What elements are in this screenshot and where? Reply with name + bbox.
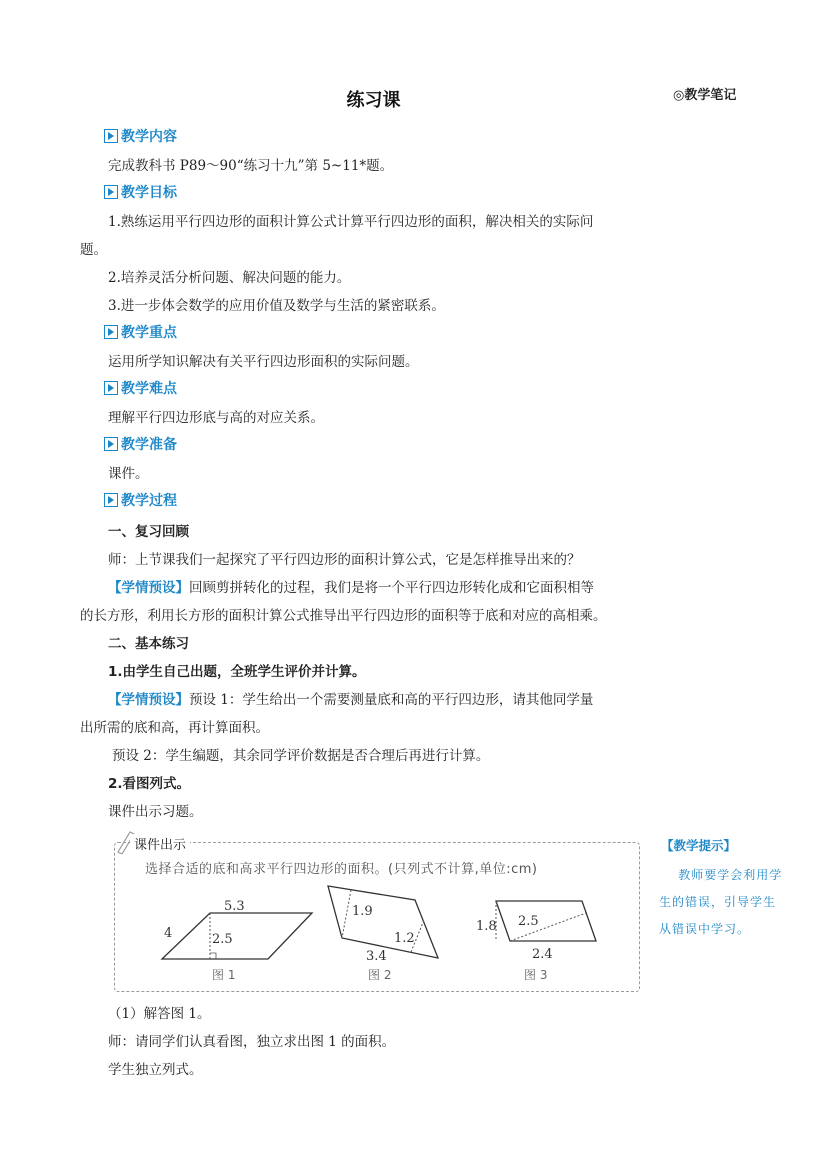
preset-2-line-b: 出所需的底和高，再计算面积。 <box>80 720 269 736</box>
content-text: 完成教科书 P89～90“练习十九”第 5~11*题。 <box>108 158 394 174</box>
goal-item-2: 2.培养灵活分析问题、解决问题的能力。 <box>108 270 351 286</box>
play-icon <box>104 325 118 339</box>
fig3-h1-label: 1.8 <box>476 919 497 934</box>
play-icon <box>104 381 118 395</box>
section-heading-process: 教学过程 <box>104 490 177 510</box>
fig3-base-label: 2.4 <box>532 947 553 962</box>
preset-tag: 【学情预设】 <box>108 580 189 596</box>
tip-title: 【教学提示】 <box>661 838 737 853</box>
preset-1-line-a: 【学情预设】回顾剪拼转化的过程，我们是将一个平行四边形转化成和它面积相等 <box>108 580 594 596</box>
answer-fig1: （1）解答图 1。 <box>108 1006 211 1022</box>
section-heading-goals: 教学目标 <box>104 182 177 202</box>
section-heading-prep: 教学准备 <box>104 434 177 454</box>
section-heading-key: 教学重点 <box>104 322 177 342</box>
fig1-caption: 图 1 <box>212 968 236 982</box>
height-line-2a <box>342 890 351 938</box>
task-2: 2.看图列式。 <box>108 776 191 792</box>
courseware-show: 课件出示习题。 <box>108 804 203 820</box>
fig1-side-label: 4 <box>164 926 173 941</box>
goal-item-1a: 1.熟练运用平行四边形的面积计算公式计算平行四边形的面积，解决相关的实际问 <box>108 214 594 230</box>
exercise-instruction: 选择合适的底和高求平行四边形的面积。(只列式不计算,单位:cm) <box>145 862 538 877</box>
goal-item-1b: 题。 <box>80 242 107 258</box>
section-heading-content: 教学内容 <box>104 126 177 146</box>
key-text: 运用所学知识解决有关平行四边形面积的实际问题。 <box>108 354 419 370</box>
preset-tag: 【学情预设】 <box>108 692 189 708</box>
prep-text: 课件。 <box>108 466 149 482</box>
part1-title: 一、复习回顾 <box>108 524 189 540</box>
play-icon <box>104 185 118 199</box>
notes-label: ◎教学笔记 <box>673 88 737 103</box>
part2-title: 二、基本练习 <box>108 636 189 652</box>
preset-2-line-a: 【学情预设】预设 1：学生给出一个需要测量底和高的平行四边形，请其他同学量 <box>108 692 594 708</box>
fig2-h1-label: 1.9 <box>352 904 373 919</box>
play-icon <box>104 493 118 507</box>
teacher-question-1: 师：上节课我们一起探究了平行四边形的面积计算公式，它是怎样推导出来的？ <box>108 552 581 568</box>
parallelogram-3 <box>496 901 596 941</box>
difficulty-text: 理解平行四边形底与高的对应关系。 <box>108 410 324 426</box>
play-icon <box>104 129 118 143</box>
preset-1-line-b: 的长方形，利用长方形的面积计算公式推导出平行四边形的面积等于底和对应的高相乘。 <box>80 608 607 624</box>
figure-3 <box>472 895 612 985</box>
section-heading-difficulty: 教学难点 <box>104 378 177 398</box>
preset-3: 预设 2：学生编题，其余同学评价数据是否合理后再进行计算。 <box>112 748 490 764</box>
exercise-label: 课件出示 <box>130 834 190 853</box>
page-title: 练习课 <box>346 90 401 111</box>
fig3-h2-label: 2.5 <box>518 914 539 929</box>
fig1-top-label: 5.3 <box>224 899 245 914</box>
goal-item-3: 3.进一步体会数学的应用价值及数学与生活的紧密联系。 <box>108 298 445 314</box>
fig2-h2-label: 1.2 <box>394 931 415 946</box>
parallelogram-1 <box>162 913 312 959</box>
tip-body: 教师要学会利用学生的错误，引导学生从错误中学习。 <box>659 868 783 936</box>
figure-1 <box>150 895 320 985</box>
fig2-caption: 图 2 <box>368 968 392 982</box>
fig3-caption: 图 3 <box>524 968 548 982</box>
teacher-question-2: 师：请同学们认真看图，独立求出图 1 的面积。 <box>108 1034 396 1050</box>
task-1: 1.由学生自己出题，全班学生评价并计算。 <box>108 664 366 680</box>
figure-2 <box>320 880 450 985</box>
fig2-base-label: 3.4 <box>366 949 387 964</box>
student-work: 学生独立列式。 <box>108 1062 203 1078</box>
play-icon <box>104 437 118 451</box>
fig1-height-label: 2.5 <box>212 932 233 947</box>
